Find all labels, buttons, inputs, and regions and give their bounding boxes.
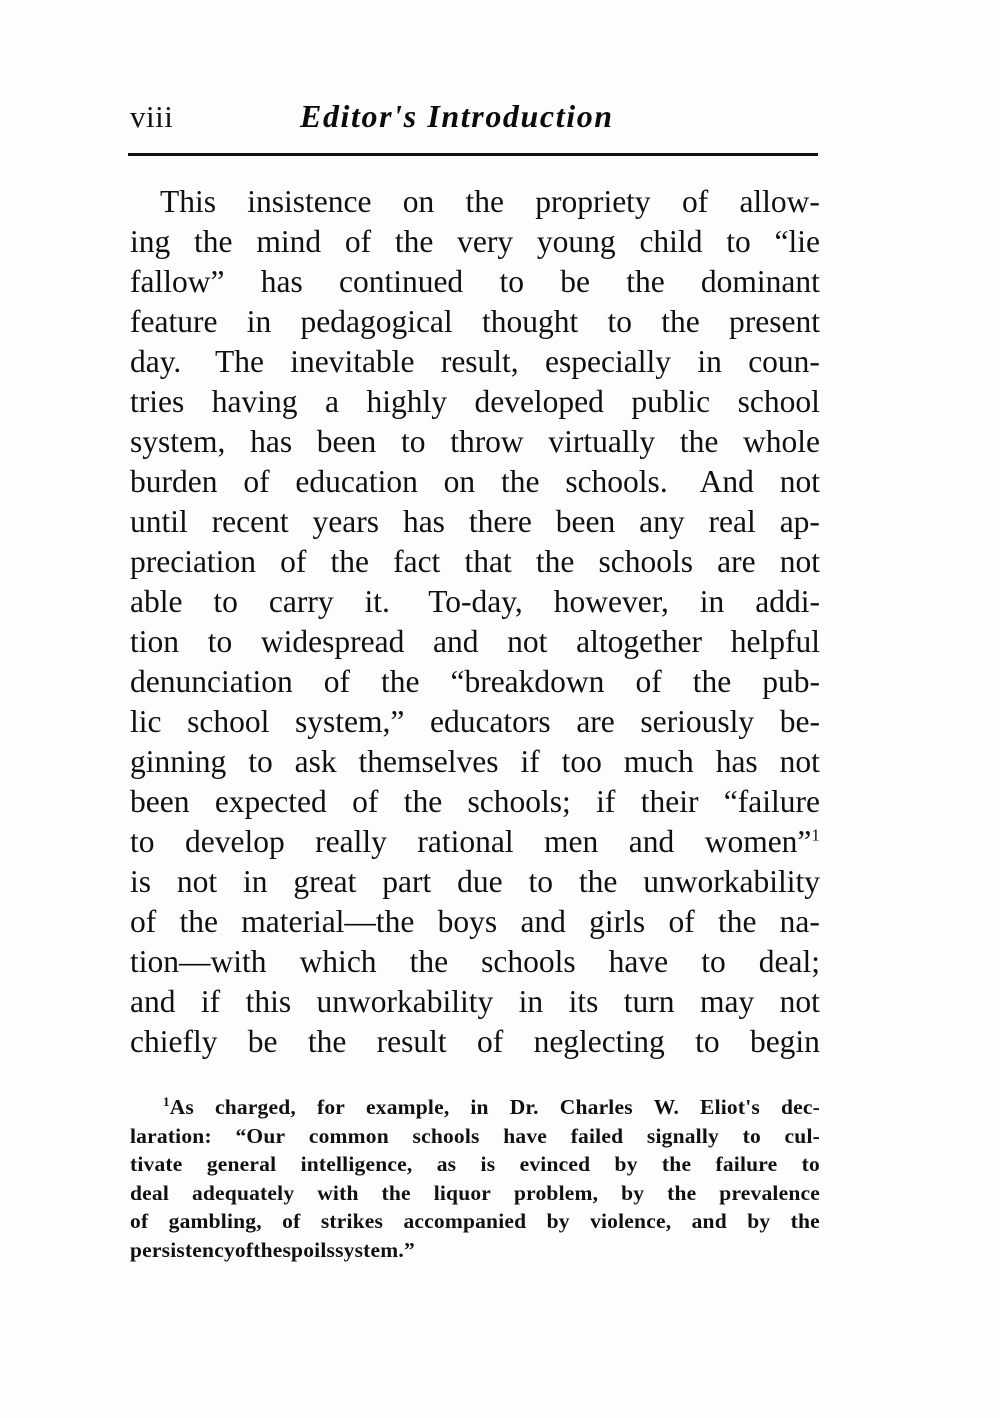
body-word: if: [596, 784, 616, 819]
body-word: the: [409, 944, 449, 979]
body-word: addi-: [755, 584, 820, 619]
body-word: however,: [553, 584, 669, 619]
text-line: [130, 382, 820, 422]
footnote-word: $^1$As: [163, 1093, 194, 1119]
body-word: due: [457, 864, 503, 899]
footnote-word: and: [691, 1209, 727, 1233]
body-word: begin: [749, 1024, 820, 1059]
footnote-word: cul-: [784, 1123, 820, 1148]
body-word: and: [130, 984, 176, 1019]
body-word: especially: [545, 344, 671, 379]
body-word: the: [380, 664, 420, 699]
body-word: material—the: [241, 904, 415, 939]
body-word: and: [628, 824, 675, 859]
body-word: lic: [130, 704, 162, 739]
footnote-word: evinced: [519, 1152, 591, 1176]
text-line: [130, 902, 820, 942]
running-head-title: Editor's Introduction: [300, 98, 614, 134]
body-word: result: [376, 1024, 447, 1059]
body-word: to: [248, 744, 273, 779]
running-head: [130, 100, 820, 146]
footnote-word: of: [282, 1209, 301, 1233]
body-word: thought: [481, 304, 579, 339]
body-word: not: [779, 744, 820, 779]
body-word: to: [499, 264, 524, 299]
body-word: of: [668, 904, 695, 939]
body-word: themselves: [358, 744, 499, 779]
body-word: of: [323, 664, 350, 699]
body-word: highly: [366, 384, 447, 419]
footnote-word: for: [316, 1095, 346, 1119]
body-word: to: [726, 224, 751, 259]
footnote-word: to: [742, 1123, 761, 1148]
body-word: rational: [417, 824, 514, 859]
body-word: the: [692, 664, 732, 699]
body-word: has: [402, 504, 445, 539]
text-line: [130, 422, 820, 462]
body-word: tion: [130, 624, 180, 659]
body-word: not: [507, 624, 548, 659]
footnote-word: Dr.: [509, 1095, 539, 1119]
footnote-word: by: [546, 1209, 570, 1233]
body-word: may: [699, 984, 755, 1019]
body-word: developed: [474, 384, 604, 419]
text-line: [130, 702, 820, 742]
body-word: pub-: [762, 664, 820, 699]
footnote-word: adequately: [191, 1180, 295, 1205]
text-line: [130, 662, 820, 702]
body-word: any: [639, 504, 685, 539]
body-word: having: [211, 384, 298, 419]
footnote-word: W.: [653, 1095, 680, 1119]
footnote-word: intelligence,: [300, 1152, 413, 1176]
body-word: of: [280, 544, 307, 579]
body-word: system,: [130, 424, 226, 459]
text-line: [130, 1022, 820, 1062]
body-word: has: [250, 424, 293, 459]
footnote-word: violence,: [590, 1209, 672, 1233]
body-word: too: [561, 744, 602, 779]
body-word: the: [626, 264, 665, 299]
body-word: throw: [450, 424, 524, 459]
body-word: that: [464, 544, 512, 579]
footnote-word: in: [470, 1095, 489, 1119]
text-line: [130, 582, 820, 622]
text-line: [130, 302, 820, 342]
body-word: pedagogical: [300, 304, 453, 339]
body-word: turn: [623, 984, 675, 1019]
body-word: carry: [268, 584, 334, 619]
body-word: the: [578, 864, 618, 899]
body-word: school: [187, 704, 270, 739]
body-word: result,: [440, 344, 519, 379]
footnote-word: laration:: [130, 1123, 212, 1148]
body-word: if: [200, 984, 221, 1019]
body-word: in: [518, 984, 544, 1019]
body-word: women”$^1$: [704, 824, 820, 859]
body-word: preciation: [130, 544, 256, 579]
body-word: on: [402, 184, 435, 219]
body-word: be-: [779, 704, 820, 739]
body-word: there: [468, 504, 532, 539]
body-word: To-day,: [420, 584, 523, 619]
footnote-word: tivate: [130, 1152, 183, 1176]
footnote-word: schools: [412, 1123, 480, 1148]
body-word: widespread: [260, 624, 405, 659]
body-word: their: [640, 784, 699, 819]
body-word: tries: [130, 384, 185, 419]
body-word: of: [243, 464, 270, 499]
footnote-word: by: [614, 1152, 638, 1176]
body-word: not: [176, 864, 218, 899]
body-word: to: [695, 1024, 720, 1059]
footnote-word: strikes: [320, 1209, 384, 1233]
body-word: of: [635, 664, 662, 699]
body-word: be: [560, 264, 590, 299]
text-line: [130, 462, 820, 502]
text-line: [130, 182, 820, 222]
body-word: allow-: [739, 184, 820, 219]
footnote-word: example,: [366, 1095, 450, 1119]
footnote-word: by: [747, 1209, 771, 1233]
body-word: “lie: [774, 224, 820, 259]
body-word: of: [476, 1024, 504, 1059]
body-word: if: [520, 744, 540, 779]
body-word: been: [130, 784, 190, 819]
body-word: ginning: [130, 744, 227, 779]
body-word: the: [179, 904, 218, 939]
footnote-word: failure: [715, 1152, 778, 1176]
body-word: really: [315, 824, 387, 859]
body-word: part: [382, 864, 432, 899]
footnote-word: failed: [570, 1123, 624, 1148]
text-line: [130, 1093, 820, 1122]
text-line: [130, 1150, 820, 1179]
body-word: this: [245, 984, 292, 1019]
body-word: a: [324, 384, 339, 419]
footnote-word: the: [790, 1209, 820, 1233]
body-word: the: [330, 544, 369, 579]
body-word: chiefly: [130, 1024, 218, 1059]
footnote-word: with: [317, 1180, 359, 1205]
text-line: [130, 742, 820, 782]
body-word: the: [717, 904, 757, 939]
footnote-word: gambling,: [168, 1209, 262, 1233]
body-word: young: [536, 224, 616, 259]
body-word: educators: [429, 704, 551, 739]
body-word: unworkability: [643, 864, 820, 899]
body-word: schools: [598, 544, 693, 579]
body-word: school: [737, 384, 820, 419]
body-word: deal;: [758, 944, 820, 979]
body-word: “breakdown: [450, 664, 605, 699]
footnote-word: Eliot's: [700, 1095, 760, 1119]
text-line: [130, 822, 820, 862]
text-line: [130, 502, 820, 542]
footnote-word: problem,: [513, 1180, 599, 1205]
body-word: girls: [589, 904, 646, 939]
body-word: of: [681, 184, 709, 219]
body-word: have: [608, 944, 669, 979]
body-word: the: [661, 304, 700, 339]
body-word: the: [307, 1024, 347, 1059]
text-line: [130, 782, 820, 822]
body-word: and: [520, 904, 566, 939]
body-word: education: [295, 464, 418, 499]
body-word: are: [717, 544, 756, 579]
body-word: to: [607, 304, 632, 339]
text-line: [130, 862, 820, 902]
body-word: the: [535, 544, 575, 579]
text-line: [130, 1236, 820, 1265]
body-word: system,”: [295, 704, 405, 739]
footnote-marker: 1: [163, 1093, 170, 1109]
body-word: men: [544, 824, 599, 859]
body-paragraph: [130, 182, 820, 1062]
body-word: coun-: [748, 344, 820, 379]
body-word: until: [130, 504, 188, 539]
footnote-word: the: [661, 1152, 692, 1176]
body-word: dominant: [700, 264, 820, 299]
footnote-word: the: [381, 1180, 411, 1205]
text-line: [130, 942, 820, 982]
body-word: in: [243, 864, 268, 899]
body-word: be: [247, 1024, 278, 1059]
text-line: [130, 222, 820, 262]
body-word: na-: [779, 904, 820, 939]
page-folio: viii: [130, 99, 174, 134]
footnote-word: prevalence: [719, 1180, 820, 1205]
body-word: unworkability: [316, 984, 494, 1019]
body-word: has: [715, 744, 758, 779]
text-line: [130, 342, 820, 382]
body-word: of: [352, 784, 379, 819]
footnote-word: general: [206, 1152, 277, 1176]
footnote-word: dec-: [780, 1095, 820, 1119]
body-word: been: [555, 504, 616, 539]
body-word: recent: [211, 504, 289, 539]
body-word: denunciation: [130, 664, 293, 699]
body-word: fallow”: [130, 264, 225, 299]
body-word: years: [312, 504, 380, 539]
body-word: schools: [481, 944, 576, 979]
footnote-word: Charles: [559, 1095, 633, 1119]
footnote-word: as: [436, 1152, 457, 1176]
text-line: [130, 982, 820, 1022]
body-word: whole: [743, 424, 820, 459]
body-word: schools.: [565, 464, 668, 499]
footnote-word: charged,: [214, 1095, 296, 1119]
text-line: [130, 1179, 820, 1208]
body-word: This: [160, 184, 217, 219]
footnote: [130, 1093, 820, 1264]
body-word: schools;: [467, 784, 571, 819]
body-word: in: [697, 344, 722, 379]
footnote-word: have: [503, 1123, 548, 1148]
body-word: ing: [130, 224, 171, 259]
body-word: of: [344, 224, 372, 259]
body-word: the: [501, 464, 540, 499]
body-word: much: [623, 744, 694, 779]
body-word: real: [708, 504, 756, 539]
body-word: to: [701, 944, 726, 979]
body-word: virtually: [548, 424, 656, 459]
body-word: not: [779, 984, 820, 1019]
text-line: [130, 1207, 820, 1236]
body-word: neglecting: [533, 1024, 665, 1059]
body-word: not: [779, 544, 820, 579]
text-line: [130, 1122, 820, 1151]
body-word: to: [130, 824, 155, 859]
text-line: [130, 622, 820, 662]
body-word: its: [568, 984, 599, 1019]
body-word: public: [631, 384, 711, 419]
footnote-word: deal: [130, 1180, 170, 1205]
body-word: great: [293, 864, 357, 899]
body-word: child: [639, 224, 703, 259]
footnote-reference: 1: [811, 825, 820, 845]
body-word: develop: [184, 824, 285, 859]
footnote-word: the: [667, 1180, 697, 1205]
footnote-word: accompanied: [403, 1209, 527, 1233]
body-word: propriety: [535, 184, 651, 219]
body-word: able: [130, 584, 183, 619]
body-word: been: [316, 424, 377, 459]
footnote-word: signally: [646, 1123, 719, 1148]
body-word: insistence: [247, 184, 372, 219]
footnote-word: liquor: [433, 1180, 492, 1205]
body-word: to: [400, 424, 426, 459]
footnote-word: of: [234, 1237, 254, 1262]
body-word: are: [576, 704, 615, 739]
body-word: “failure: [723, 784, 820, 819]
text-line: [130, 262, 820, 302]
footnote-word: common: [308, 1123, 389, 1148]
body-word: is: [130, 864, 152, 899]
body-word: tion—with: [130, 944, 267, 979]
body-word: to: [213, 584, 238, 619]
body-word: the: [679, 424, 719, 459]
body-word: in: [246, 304, 272, 339]
body-word: helpful: [730, 624, 820, 659]
body-word: day.: [130, 344, 182, 379]
body-word: not: [779, 464, 820, 499]
body-word: the: [194, 224, 233, 259]
body-word: has: [260, 264, 303, 299]
footnote-word: the: [253, 1237, 283, 1262]
footnote-word: is: [480, 1152, 496, 1176]
body-word: and: [433, 624, 479, 659]
footnote-word: to: [801, 1152, 820, 1176]
body-word: the: [403, 784, 443, 819]
footnote-word: system.”: [335, 1237, 415, 1262]
body-word: it.: [364, 584, 390, 619]
footnote-word: persistency: [130, 1237, 235, 1262]
body-word: inevitable: [290, 344, 415, 379]
body-word: seriously: [640, 704, 755, 739]
body-word: ask: [294, 744, 337, 779]
body-word: present: [729, 304, 820, 339]
body-word: the: [394, 224, 434, 259]
body-word: in: [699, 584, 725, 619]
body-word: expected: [214, 784, 327, 819]
footnote-word: “Our: [235, 1123, 286, 1148]
body-word: very: [457, 224, 514, 259]
footnote-word: spoils: [282, 1237, 336, 1262]
body-word: of: [130, 904, 157, 939]
body-word: And: [693, 464, 754, 499]
body-word: altogether: [576, 624, 703, 659]
footnote-word: by: [621, 1180, 645, 1205]
body-word: boys: [437, 904, 498, 939]
body-word: ap-: [779, 504, 820, 539]
text-line: [130, 542, 820, 582]
body-word: continued: [338, 264, 464, 299]
footnote-word: of: [130, 1209, 149, 1233]
body-word: mind: [256, 224, 322, 259]
body-word: the: [465, 184, 504, 219]
header-rule: [128, 153, 818, 156]
body-word: on: [443, 464, 476, 499]
body-word: burden: [130, 464, 218, 499]
body-word: fact: [393, 544, 441, 579]
body-word: The: [207, 344, 264, 379]
body-word: which: [299, 944, 377, 979]
body-word: feature: [130, 304, 218, 339]
body-word: to: [528, 864, 553, 899]
body-word: to: [207, 624, 233, 659]
